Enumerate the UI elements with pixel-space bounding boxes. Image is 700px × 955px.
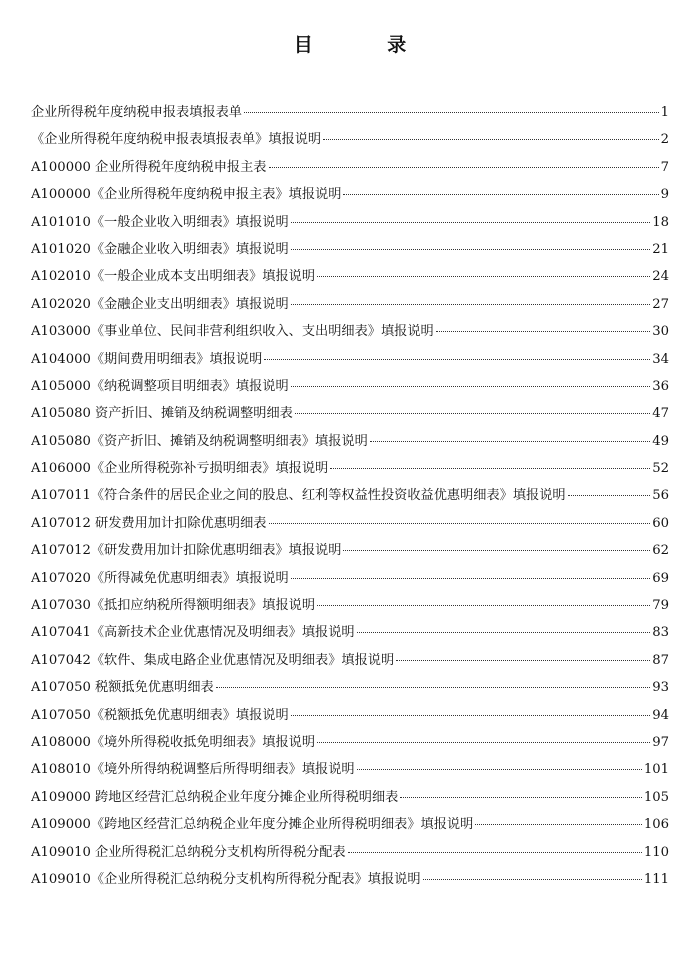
toc-entry-title: A107041《高新技术企业优惠情况及明细表》填报说明	[31, 625, 355, 641]
toc-dot-leader	[216, 687, 650, 688]
toc-entry-page-number: 110	[643, 844, 669, 860]
toc-entry-title: A107050《税额抵免优惠明细表》填报说明	[31, 707, 289, 723]
toc-entry-title: A105000《纳税调整项目明细表》填报说明	[31, 378, 289, 394]
toc-entry-page-number: 111	[643, 871, 669, 887]
toc-entry-page-number: 9	[660, 187, 669, 203]
toc-entry[interactable]	[31, 510, 669, 537]
toc-entry-page-number: 105	[643, 789, 669, 805]
toc-dot-leader	[317, 605, 650, 606]
toc-entry-page-number: 36	[652, 378, 669, 394]
toc-entry-title: A105080 资产折旧、摊销及纳税调整明细表	[31, 406, 293, 422]
toc-entry-title: A107012 研发费用加计扣除优惠明细表	[31, 515, 267, 531]
toc-entry-title: A109010《企业所得税汇总纳税分支机构所得税分配表》填报说明	[31, 871, 421, 887]
toc-entry-page-number: 27	[652, 296, 669, 312]
toc-entry[interactable]	[31, 784, 669, 811]
toc-dot-leader	[323, 139, 658, 140]
toc-dot-leader	[291, 222, 651, 223]
toc-entry-title: A100000 企业所得税年度纳税申报主表	[31, 159, 267, 175]
toc-entry[interactable]	[31, 291, 669, 318]
toc-dot-leader	[291, 578, 651, 579]
toc-entry-title: A107020《所得减免优惠明细表》填报说明	[31, 570, 289, 586]
toc-entry-title: A107011《符合条件的居民企业之间的股息、红利等权益性投资收益优惠明细表》填报说明	[31, 488, 566, 504]
toc-entry-title: A109000 跨地区经营汇总纳税企业年度分摊企业所得税明细表	[31, 789, 399, 805]
toc-entry-title: A103000《事业单位、民间非营利组织收入、支出明细表》填报说明	[31, 324, 434, 340]
toc-entry-title: A101020《金融企业收入明细表》填报说明	[31, 241, 289, 257]
toc-entry[interactable]	[31, 647, 669, 674]
toc-entry[interactable]	[31, 866, 669, 893]
toc-entry-title: A106000《企业所得税弥补亏损明细表》填报说明	[31, 461, 329, 477]
toc-entry[interactable]	[31, 482, 669, 509]
toc-entry-page-number: 60	[652, 515, 669, 531]
toc-dot-leader	[330, 468, 650, 469]
toc-entry[interactable]	[31, 126, 669, 153]
toc-entry-page-number: 30	[652, 324, 669, 340]
toc-entry[interactable]	[31, 181, 669, 208]
toc-entry[interactable]	[31, 702, 669, 729]
toc-entry-title: A109000《跨地区经营汇总纳税企业年度分摊企业所得税明细表》填报说明	[31, 817, 474, 833]
toc-dot-leader	[357, 632, 651, 633]
toc-dot-leader	[291, 304, 651, 305]
toc-entry-page-number: 24	[652, 269, 669, 285]
toc-dot-leader	[264, 359, 650, 360]
toc-entry-title: A105080《资产折旧、摊销及纳税调整明细表》填报说明	[31, 433, 368, 449]
toc-entry-page-number: 106	[643, 817, 669, 833]
toc-entry-page-number: 101	[643, 762, 669, 778]
toc-entry[interactable]	[31, 209, 669, 236]
toc-entry[interactable]	[31, 154, 669, 181]
toc-entry-title: 企业所得税年度纳税申报表填报表单	[31, 105, 242, 120]
toc-entry-title: A109010 企业所得税汇总纳税分支机构所得税分配表	[31, 844, 346, 860]
toc-entry-page-number: 79	[652, 598, 669, 614]
toc-entry[interactable]	[31, 674, 669, 701]
toc-entry-title: A108000《境外所得税收抵免明细表》填报说明	[31, 734, 316, 750]
toc-entry-page-number: 49	[652, 433, 669, 449]
toc-entry-page-number: 69	[652, 570, 669, 586]
toc-entry-title: A102020《金融企业支出明细表》填报说明	[31, 296, 289, 312]
toc-entry-title: A101010《一般企业收入明细表》填报说明	[31, 214, 289, 230]
toc-entry[interactable]	[31, 565, 669, 592]
toc-dot-leader	[568, 495, 651, 496]
toc-dot-leader	[291, 249, 651, 250]
toc-entry-page-number: 47	[652, 406, 669, 422]
toc-dot-leader	[400, 797, 641, 798]
toc-entry-title: A107012《研发费用加计扣除优惠明细表》填报说明	[31, 543, 342, 559]
toc-entry[interactable]	[31, 811, 669, 838]
toc-dot-leader	[269, 167, 659, 168]
toc-dot-leader	[370, 441, 650, 442]
toc-entry-page-number: 18	[652, 214, 669, 230]
toc-entry[interactable]	[31, 346, 669, 373]
toc-entry-title: A100000《企业所得税年度纳税申报主表》填报说明	[31, 187, 342, 203]
table-of-contents	[31, 99, 669, 893]
toc-dot-leader	[357, 769, 642, 770]
toc-entry-title: 《企业所得税年度纳税申报表填报表单》填报说明	[31, 132, 322, 148]
toc-dot-leader	[317, 276, 650, 277]
toc-entry-title: A104000《期间费用明细表》填报说明	[31, 351, 263, 367]
toc-dot-leader	[317, 742, 650, 743]
toc-entry-page-number: 1	[660, 105, 669, 120]
toc-entry[interactable]	[31, 729, 669, 756]
toc-entry-title: A107042《软件、集成电路企业优惠情况及明细表》填报说明	[31, 652, 395, 668]
toc-entry[interactable]	[31, 839, 669, 866]
toc-entry-title: A107030《抵扣应纳税所得额明细表》填报说明	[31, 598, 316, 614]
toc-dot-leader	[269, 523, 651, 524]
toc-dot-leader	[423, 879, 642, 880]
toc-entry-page-number: 83	[652, 625, 669, 641]
toc-entry[interactable]	[31, 373, 669, 400]
toc-dot-leader	[348, 852, 642, 853]
toc-entry-page-number: 94	[652, 707, 669, 723]
toc-entry[interactable]	[31, 592, 669, 619]
toc-entry-page-number: 87	[652, 652, 669, 668]
toc-entry-page-number: 21	[652, 241, 669, 257]
toc-entry[interactable]	[31, 537, 669, 564]
toc-entry[interactable]	[31, 756, 669, 783]
toc-entry-page-number: 34	[652, 351, 669, 367]
toc-dot-leader	[343, 194, 658, 195]
toc-entry[interactable]	[31, 619, 669, 646]
toc-entry-title: A108010《境外所得纳税调整后所得明细表》填报说明	[31, 762, 355, 778]
toc-dot-leader	[291, 715, 651, 716]
toc-entry-page-number: 52	[652, 461, 669, 477]
toc-entry[interactable]	[31, 236, 669, 263]
toc-dot-leader	[475, 824, 642, 825]
toc-entry-page-number: 97	[652, 734, 669, 750]
toc-entry-page-number: 2	[660, 132, 669, 148]
toc-entry[interactable]	[31, 263, 669, 290]
toc-dot-leader	[295, 413, 650, 414]
toc-entry-page-number: 93	[652, 680, 669, 696]
toc-entry[interactable]	[31, 99, 669, 126]
page-title: 目 录	[293, 34, 441, 56]
toc-dot-leader	[343, 550, 650, 551]
toc-entry-page-number: 62	[652, 543, 669, 559]
toc-entry-page-number: 56	[652, 488, 669, 504]
toc-entry[interactable]	[31, 428, 669, 455]
toc-entry[interactable]	[31, 455, 669, 482]
toc-dot-leader	[291, 386, 651, 387]
toc-entry-title: A102010《一般企业成本支出明细表》填报说明	[31, 269, 316, 285]
toc-entry-title: A107050 税额抵免优惠明细表	[31, 680, 214, 696]
toc-dot-leader	[396, 660, 650, 661]
toc-entry-page-number: 7	[660, 159, 669, 175]
toc-entry[interactable]	[31, 400, 669, 427]
toc-dot-leader	[244, 112, 659, 113]
toc-entry[interactable]	[31, 318, 669, 345]
toc-dot-leader	[436, 331, 650, 332]
